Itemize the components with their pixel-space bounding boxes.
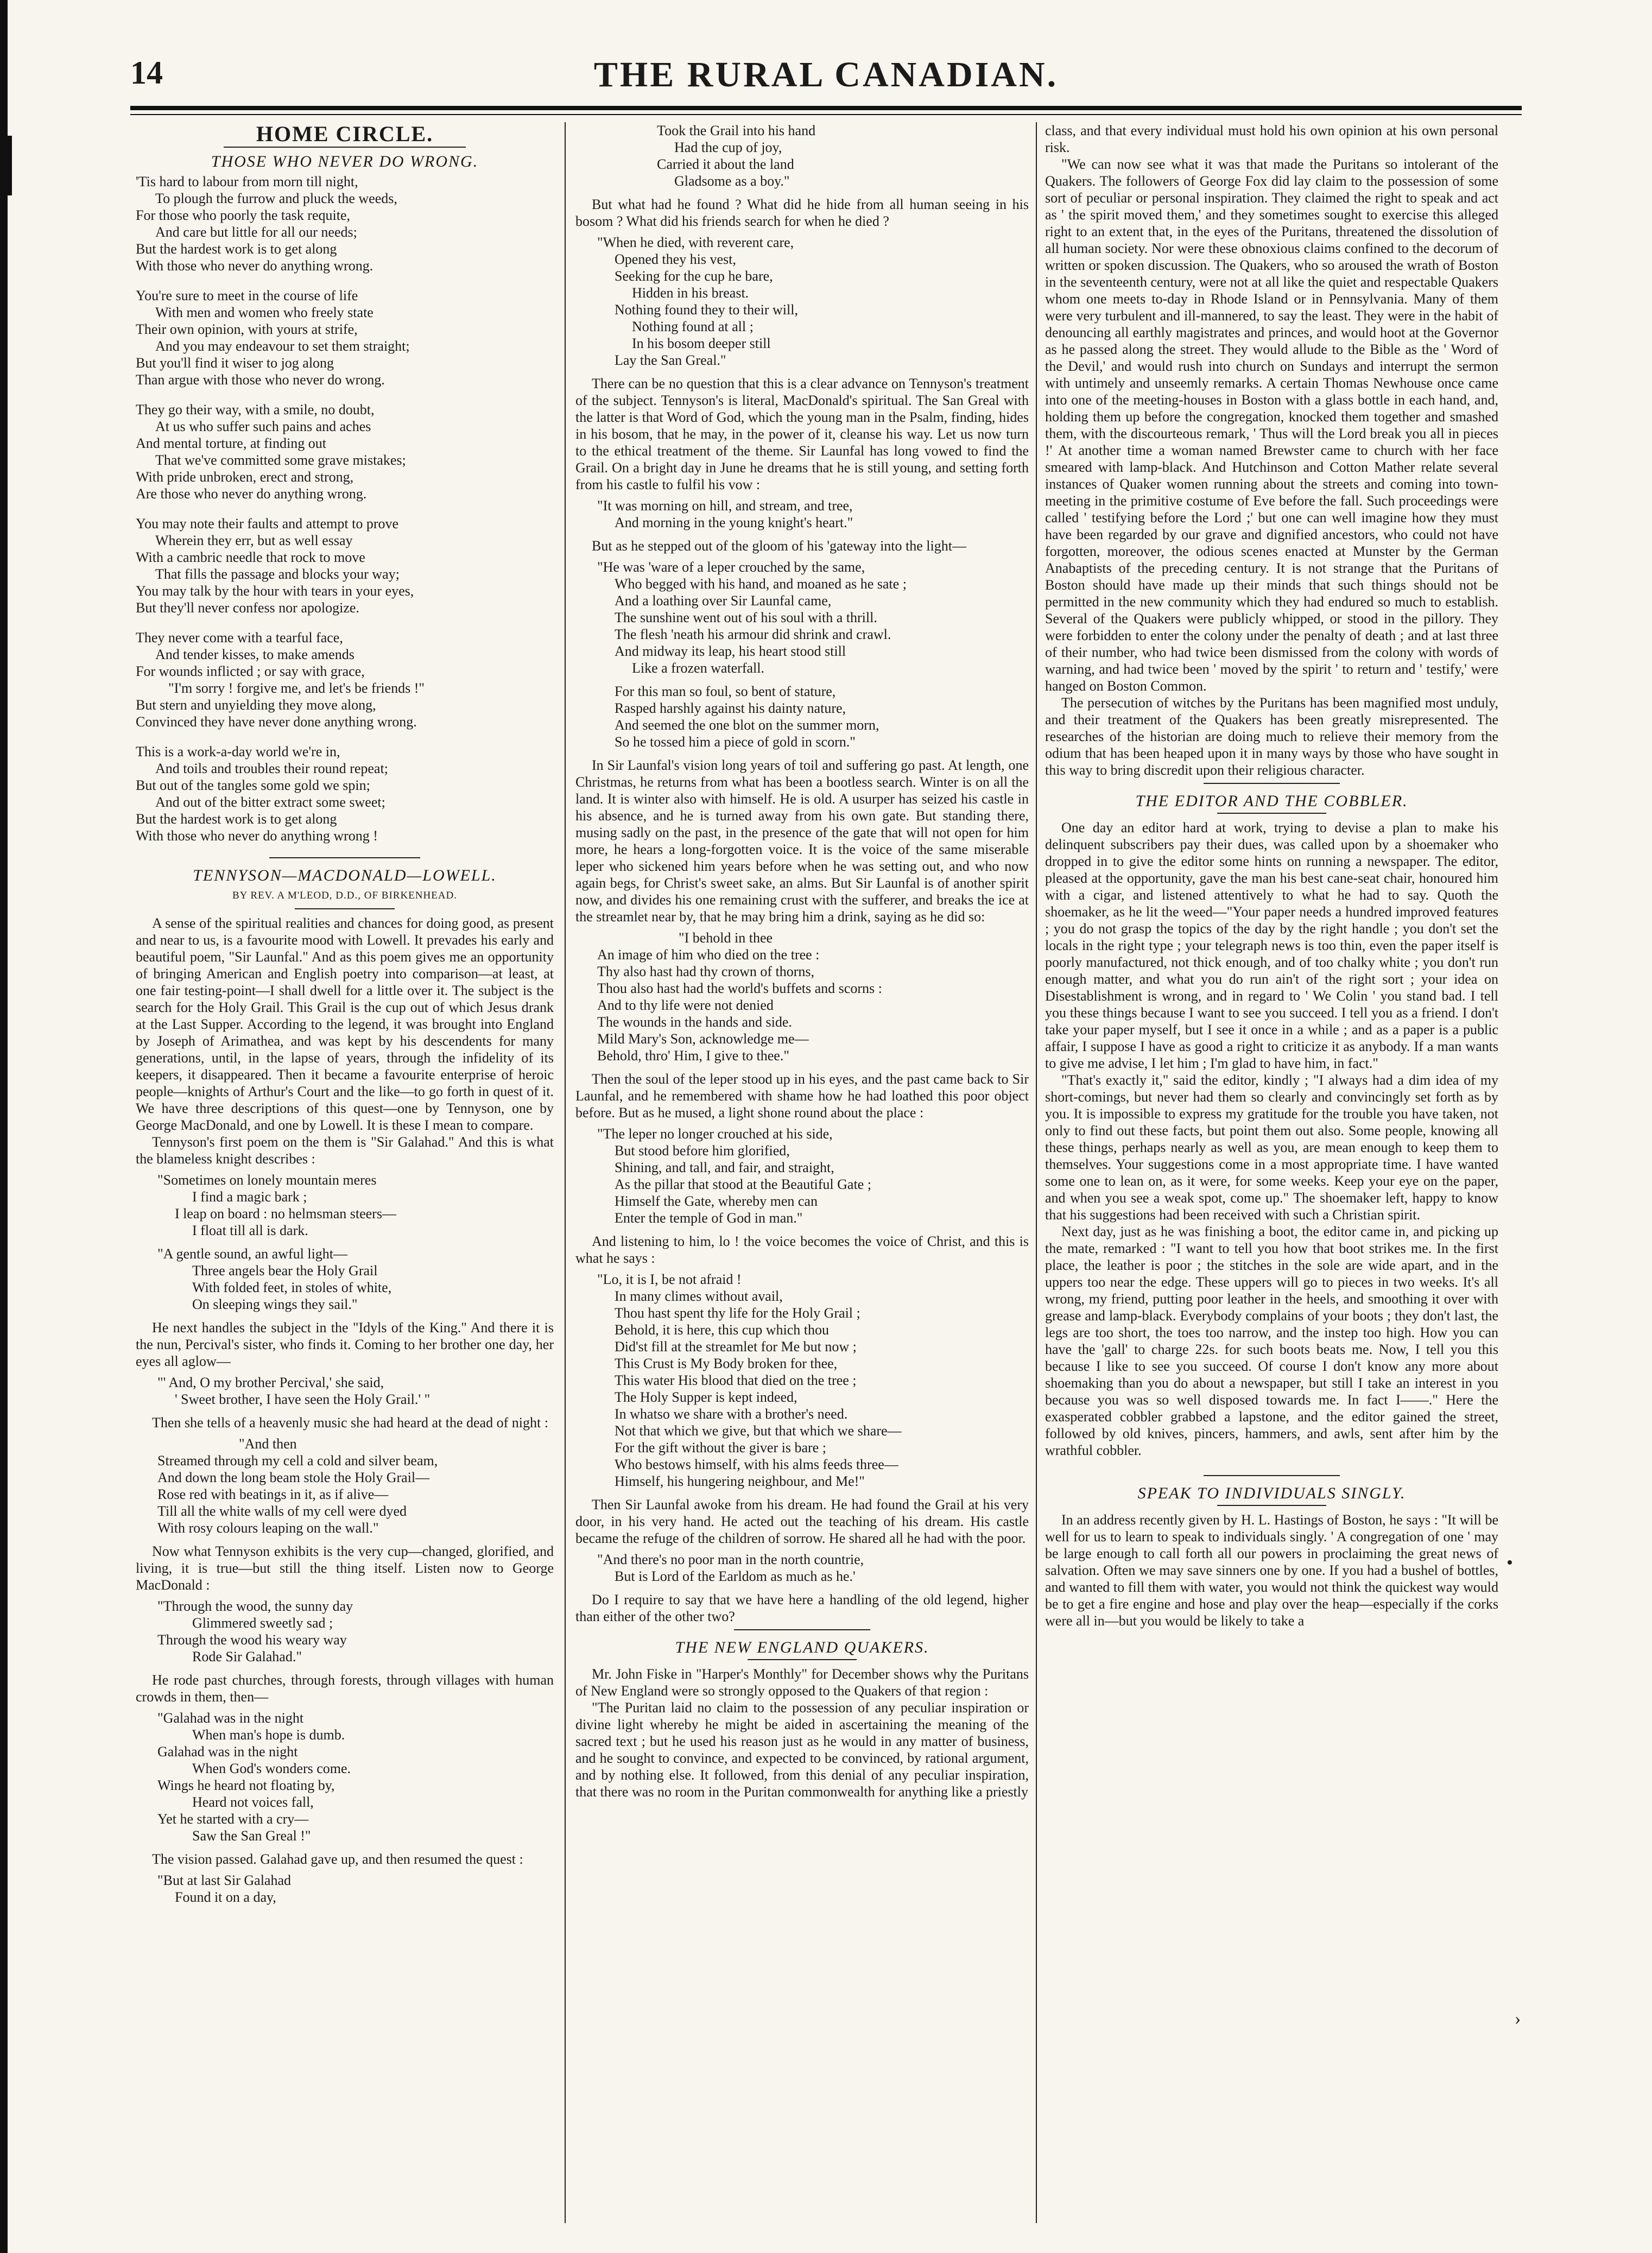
verse-line: Through the wood his weary way: [157, 1632, 347, 1648]
poem-line: 'Tis hard to labour from morn till night,: [136, 174, 358, 189]
paragraph: He rode past churches, through forests, through villages with human crowds in them, then—: [136, 1672, 554, 1705]
poem-line: With those who never do anything wrong !: [136, 828, 378, 844]
paragraph: There can be no question that this is a clear advance on Tennyson's treatment of the subject. Tennyson's is literal, MacDonald's spiritual. The San Greal with the latter is that Word of God, which the young man in the Psalm, finding, hides in his bosom, that he may, in the power of it, cleanse his way. Let us now turn to the ethical treatment of the theme. Sir Launfal has long vowed to find the Grail. On a bright day in June he dreams that he is still young, and setting forth from his castle to fulfil his vow :: [575, 376, 1029, 492]
verse-line: Heard not voices fall,: [192, 1794, 314, 1810]
verse-line: I find a magic bark ;: [192, 1189, 307, 1205]
heading-rule: [224, 147, 466, 148]
title-rule: [1217, 813, 1326, 814]
verse-line: Who begged with his hand, and moaned as he sate ;: [615, 576, 907, 592]
verse-line: As the pillar that stood at the Beautiful Gate ;: [615, 1176, 871, 1192]
verse-line: Thou also hast had the world's buffets and scorns :: [597, 980, 882, 996]
verse-line: And seemed the one blot on the summer morn,: [615, 717, 879, 733]
verse-line: With folded feet, in stoles of white,: [192, 1280, 392, 1295]
column-divider-2: [1036, 122, 1037, 2223]
poem-line: "I'm sorry ! forgive me, and let's be friends !": [168, 680, 425, 696]
verse: [597, 683, 1029, 750]
verse-line: "Through the wood, the sunny day: [157, 1598, 353, 1614]
byline: BY REV. A M'LEOD, D.D., OF BIRKENHEAD.: [232, 890, 458, 901]
verse-line: With rosy colours leaping on the wall.": [157, 1520, 379, 1536]
verse-line: An image of him who died on the tree :: [597, 947, 820, 963]
verse: [657, 122, 1029, 189]
poem-line: With a cambric needle that rock to move: [136, 549, 365, 565]
verse-line: This water His blood that died on the tree ;: [615, 1372, 857, 1388]
poem-stanza: [136, 629, 554, 730]
verse-line: And to thy life were not denied: [597, 997, 774, 1013]
verse-line: Himself, his hungering neighbour, and Me!": [615, 1473, 865, 1489]
paragraph: He next handles the subject in the "Idyls of the King." And there it is the nun, Percival's sister, who finds it. Coming to her brother one day, her eyes all aglow—: [136, 1320, 554, 1369]
verse-line: I float till all is dark.: [192, 1223, 308, 1238]
paragraph: One day an editor hard at work, trying to devise a plan to make his delinquent subscribers pay their dues, was called upon by a shoemaker who dropped in to give the editor some hints on running a newspaper. The editor, pleased at the opportunity, gave the man his best cane-seat chair, honoured him with a cigar, and listened attentively to what he had to say. Quoth the shoemaker, as he lit the weed—"Your paper needs a hundred improved features ; you do not grasp the topics of the day by the right handle ; you don't set the locals in the right type ; your telegraph news is too thin, even the paper itself is poorly manufactured, not thick enough, and of too chalky white ; you don't run enough matter, and what you do run ain't of the right sort ; your idea on Disestablishment is wrong, and in regard to ' We Colin ' you stand bad. I tell you these things because I want to see you succeed. I tell you as a friend. I don't take your paper myself, but I see it once in a while ; and as a paper is a public affair, I suppose I have as good a right to criticize it as anybody. If a man wants to give me advise, I let him ; I'm glad to have him, in fact.": [1045, 820, 1498, 1071]
paragraph: "We can now see what it was that made the Puritans so intolerant of the Quakers. The followers of George Fox did lay claim to the possession of some sort of peculiar or personal inspiration. They claimed the right to speak and act as ' the spirit moved them,' and they sometimes sought to exercise this alleged right to an extent that, in the eyes of the Puritans, threatened the dissolution of all human society. Nor were these obnoxious claims confined to the decorum of written or spoken discussion. The Quakers, who so aroused the wrath of Boston in the seventeenth century, were not at all like the quiet and respectable Quakers whom one meets to-day in Rhode Island or in Pennsylvania. Many of them were very turbulent and ill-mannered, to say the least. They were in the habit of denouncing all earthly magistrates and princes, and would hoot at the Governor as he passed along the street. They would allude to the Bible as the ' Word of the Devil,' and would rush into church on Sundays and interrupt the sermon with untimely and unseemly remarks. A certain Thomas Newhouse once came into one of the meeting-houses in Boston with a glass bottle in each hand, and, holding them up before the congregation, knocked them together and smashed them, with the discourteous remark, ' Thus will the Lord break you all in pieces !' At another time a woman named Brewster came to church with her face smeared with lamp-black. And Hutchinson and Cotton Mather relate several instances of Quaker women running about the streets and coming into town-meeting in the primitive costume of Eve before the fall. Such proceedings were called ' testifying before the Lord ;' but one can well imagine how they must have been regarded by our grave and dignified ancestors, who could not have forgotten, moreover, the odious scenes enacted at Munster by the German Anabaptists of the preceding century. It is not strange that the Puritans of Boston should have made up their minds that such things should not be permitted in the new community which they had endured so much to establish. Several of the Quakers were publicly whipped, or stood in the pillory. They were forbidden to enter the colony under the penalty of death ; and at last three of their number, who had twice been dismissed from the colony with words of warning, and had twice been ' moved by the spirit ' to return and ' testify,' were hanged on Boston Common.: [1045, 156, 1498, 694]
verse-line: Streamed through my cell a cold and silver beam,: [157, 1453, 438, 1469]
column-divider-1: [565, 122, 566, 2223]
verse-line: "It was morning on hill, and stream, and tree,: [597, 498, 853, 514]
verse-line: Thou hast spent thy life for the Holy Grail ;: [615, 1305, 860, 1321]
verse-line: Opened they his vest,: [615, 251, 736, 267]
verse-line: So he tossed him a piece of gold in scorn.": [615, 734, 856, 750]
section-rule: [269, 857, 420, 858]
page-edge-notch: [0, 136, 12, 195]
poem-line: But out of the tangles some gold we spin;: [136, 777, 370, 793]
poem-line: At us who suffer such pains and aches: [155, 419, 371, 434]
verse-line: "And then: [239, 1436, 297, 1452]
verse: [157, 1598, 554, 1665]
paragraph: Do I require to say that we have here a handling of the old legend, higher than either of the other two?: [575, 1592, 1029, 1624]
verse-line: Enter the temple of God in man.": [615, 1210, 803, 1226]
margin-mark: •: [1507, 1553, 1513, 1573]
verse-line: When God's wonders come.: [192, 1761, 351, 1776]
section-rule: [1204, 1475, 1340, 1476]
poem-line: They go their way, with a smile, no doubt,: [136, 402, 375, 417]
verse-line: Thy also hast had thy crown of thorns,: [597, 964, 815, 979]
verse: [157, 1374, 554, 1408]
verse-line: Behold, thro' Him, I give to thee.": [597, 1048, 789, 1064]
masthead-rule-thick: [130, 106, 1522, 110]
verse-line: And a loathing over Sir Launfal came,: [615, 593, 832, 609]
verse: [157, 1872, 554, 1906]
article-title: SPEAK TO INDIVIDUALS SINGLY.: [1137, 1484, 1406, 1502]
page-edge: [0, 0, 8, 2253]
verse-line: "Lo, it is I, be not afraid !: [597, 1271, 742, 1287]
poem-line: With pride unbroken, erect and strong,: [136, 469, 354, 485]
verse-line: Glimmered sweetly sad ;: [192, 1615, 333, 1631]
verse-line: "I behold in thee: [679, 930, 773, 946]
verse-line: Yet he started with a cry—: [157, 1811, 309, 1827]
poem-line: But the hardest work is to get along: [136, 241, 337, 257]
poem-line: Are those who never do anything wrong.: [136, 486, 367, 502]
poem-line: But the hardest work is to get along: [136, 811, 337, 827]
poem-line: And tender kisses, to make amends: [155, 647, 355, 662]
paragraph: In Sir Launfal's vision long years of toil and suffering go past. At length, one Christmas, he returns from what has been a bootless search. Winter is on all the land. It is winter also with himself. He is old. A usurper has seized his castle in his absence, and he is turned away from his own gate. But standing there, musing sadly on the past, in the presence of the gate that will not open for him more, he hears a long-forgotten voice. It is the voice of the same miserable leper who sickened him years before when he was setting out, and who now again begs, for Christ's sweet sake, an alms. But Sir Launfal is of another spirit now, and divides his one remaining crust with the sufferer, and breaks the ice at the streamlet near by, that he may bring him a drink, saying as he did so:: [575, 757, 1029, 925]
paragraph: Then the soul of the leper stood up in his eyes, and the past came back to Sir Launfal, and he remembered with shame how he had loathed this poor object before. But as he mused, a light shone round about the place :: [575, 1071, 1029, 1121]
poem-line: And you may endeavour to set them straight;: [155, 338, 410, 354]
poem-line: They never come with a tearful face,: [136, 630, 343, 645]
verse-line: Wings he heard not floating by,: [157, 1777, 335, 1793]
verse-line: Behold, it is here, this cup which thou: [615, 1322, 830, 1338]
verse-line: Galahad was in the night: [157, 1744, 298, 1760]
verse: [597, 1125, 1029, 1226]
verse-line: Till all the white walls of my cell were dyed: [157, 1503, 407, 1519]
verse-line: Like a frozen waterfall.: [632, 660, 764, 676]
verse-line: This Crust is My Body broken for thee,: [615, 1356, 838, 1371]
verse: [157, 1245, 554, 1313]
verse-line: And midway its leap, his heart stood still: [615, 643, 846, 659]
verse-line: But is Lord of the Earldom as much as he.': [615, 1568, 856, 1584]
verse: [597, 1271, 1029, 1490]
paragraph: But what had he found ? What did he hide from all human seeing in his bosom ? What did his friends search for when he died ?: [575, 197, 1029, 229]
poem-line: Wherein they err, but as well essay: [155, 533, 353, 548]
poem-line: With men and women who freely state: [155, 305, 374, 320]
poem-line: You may note their faults and attempt to prove: [136, 516, 399, 531]
masthead-rule-thin: [130, 114, 1522, 115]
paragraph: Then Sir Launfal awoke from his dream. He had found the Grail at his very door, in his very hand. He acted out the teaching of his dream. His castle became the refuge of the children of sorrow. He shared all he had with the poor.: [575, 1497, 1029, 1546]
verse-line: And morning in the young knight's heart.": [615, 515, 853, 530]
verse-line: Seeking for the cup he bare,: [615, 268, 773, 284]
verse-line: For the gift without the giver is bare ;: [615, 1440, 826, 1455]
article-title: TENNYSON—MACDONALD—LOWELL.: [193, 866, 497, 884]
verse-line: Nothing found they to their will,: [615, 302, 798, 318]
verse: [597, 559, 1029, 676]
verse-line: In whatso we share with a brother's need.: [615, 1406, 848, 1422]
department-heading: HOME CIRCLE.: [256, 122, 434, 146]
section-rule: [734, 1629, 870, 1630]
verse-line: "The leper no longer crouched at his side,: [597, 1126, 833, 1142]
column-1: [136, 122, 554, 2223]
poem-stanza: [136, 401, 554, 502]
verse-line: But stood before him glorified,: [615, 1143, 790, 1159]
verse-line: "He was 'ware of a leper crouched by the same,: [597, 559, 865, 575]
poem-line: And out of the bitter extract some sweet;: [155, 794, 385, 810]
poem-line: You're sure to meet in the course of life: [136, 288, 358, 303]
column-2: [575, 122, 1029, 2223]
poem-line: Their own opinion, with yours at strife,: [136, 321, 358, 337]
poem-line: Convinced they have never done anything wrong.: [136, 714, 417, 730]
verse-line: "Galahad was in the night: [157, 1710, 304, 1726]
verse: [597, 929, 1029, 1064]
poem-stanza: [136, 173, 554, 274]
poem-line: For those who poorly the task requite,: [136, 207, 350, 223]
verse-line: Carried it about the land: [657, 156, 794, 172]
verse-line: Rose red with beatings in it, as if alive—: [157, 1486, 389, 1502]
verse-line: ' Sweet brother, I have seen the Holy Grail.' ": [175, 1391, 431, 1407]
title-rule: [1217, 1505, 1326, 1506]
verse-line: I leap on board : no helmsman steers—: [175, 1206, 396, 1222]
poem-line: But they'll never confess nor apologize.: [136, 600, 359, 616]
verse-line: Gladsome as a boy.": [674, 173, 790, 189]
poem-line: Than argue with those who never do wrong.: [136, 372, 385, 388]
verse-line: The flesh 'neath his armour did shrink and crawl.: [615, 626, 891, 642]
verse-line: Nothing found at all ;: [632, 319, 754, 334]
masthead: [130, 54, 1522, 103]
verse-line: "And there's no poor man in the north countrie,: [597, 1552, 864, 1567]
verse-line: In his bosom deeper still: [632, 336, 771, 351]
verse-line: Took the Grail into his hand: [657, 123, 816, 138]
verse-line: "A gentle sound, an awful light—: [157, 1246, 348, 1262]
verse-line: "' And, O my brother Percival,' she said,: [157, 1375, 384, 1390]
poem-line: With those who never do anything wrong.: [136, 258, 374, 274]
column-3: [1045, 122, 1498, 2223]
verse: [157, 1710, 554, 1844]
verse-line: For this man so foul, so bent of stature,: [615, 684, 836, 699]
poem-line: You may talk by the hour with tears in your eyes,: [136, 583, 414, 599]
page-number: 14: [130, 55, 163, 91]
running-title: THE RURAL CANADIAN.: [593, 55, 1059, 94]
verse-line: Himself the Gate, whereby men can: [615, 1193, 818, 1209]
verse-line: In many climes without avail,: [615, 1288, 783, 1304]
poem-line: To plough the furrow and pluck the weeds,: [155, 191, 397, 206]
verse-line: Hidden in his breast.: [632, 285, 749, 301]
verse-line: Mild Mary's Son, acknowledge me—: [597, 1031, 809, 1047]
paragraph: Now what Tennyson exhibits is the very cup—changed, glorified, and living, it is true—but still the thing itself. Listen now to George MacDonald :: [136, 1543, 554, 1593]
paragraph: Next day, just as he was finishing a boot, the editor came in, and picking up the mate, remarked : "I want to tell you how that boot strikes me. In the first place, the leather is poor ; the stitches in the sole are wide apart, and in the uppers too near the edge. These uppers will go to pieces in two weeks. It's all wrong, my friend, putting poor leather in the heels, and smoothing it over with grease and lamp-black. Everybody complains of your boots ; they don't last, the legs are too short, the toes too narrow, and the instep too high. How you can have the 'gall' to charge 22s. for such boots beats me. Now, I tell you this because I like to see you succeed. Of course I don't know any more about shoemaking than you do about a newspaper, but still I take an interest in you because you was so well disposed towards me. In fact I——." Here the exasperated cobbler grabbed a lapstone, and the editor gained the street, followed by old knives, pincers, hammers, and awls, sent after him by the wrathful cobbler.: [1045, 1224, 1498, 1458]
verse-line: Not that which we give, but that which we share—: [615, 1423, 902, 1439]
verse: [157, 1172, 554, 1239]
poem-title: THOSE WHO NEVER DO WRONG.: [211, 153, 479, 170]
paragraph: A sense of the spiritual realities and chances for doing good, as present and near to us, is a favourite mood with Lowell. It prevades his early and beautiful poem, "Sir Launfal." And as this poem gives me an opportunity of bringing American and English poetry into comparison—at least, at one fair testing-point—I shall dwell for a little over it. The subject is the search for the Holy Grail. This Grail is the cup out of which Jesus drank at the Last Supper. According to the legend, it was brought into England by Joseph of Arimathea, and was kept by his descendents for many generations, until, in the lapse of years, through the infidelity of its keepers, it disappeared. Then it became a favourite enterprise of heroic people—knights of Arthur's Court and the like—to go forth in quest of it. We have three descriptions of this quest—one by Tennyson, one by George MacDonald, and one by Lowell. It is these I mean to compare.: [136, 915, 554, 1133]
verse-line: The Holy Supper is kept indeed,: [615, 1389, 797, 1405]
article-title: THE NEW ENGLAND QUAKERS.: [675, 1638, 929, 1656]
title-rule: [748, 1659, 856, 1660]
paragraph: Mr. John Fiske in "Harper's Monthly" for December shows why the Puritans of New England were so strongly opposed to the Quakers of that region :: [575, 1666, 1029, 1699]
verse-line: Had the cup of joy,: [674, 140, 782, 155]
margin-mark: ›: [1515, 2009, 1521, 2029]
poem-stanza: [136, 743, 554, 844]
paragraph: Then she tells of a heavenly music she had heard at the dead of night :: [152, 1415, 548, 1431]
poem-line: This is a work-a-day world we're in,: [136, 744, 340, 760]
verse-line: "But at last Sir Galahad: [157, 1872, 292, 1888]
verse-line: Rode Sir Galahad.": [192, 1649, 302, 1665]
verse-line: Lay the San Greal.": [615, 352, 726, 368]
poem-line: That we've committed some grave mistakes;: [155, 452, 406, 468]
verse-line: On sleeping wings they sail.": [192, 1296, 358, 1312]
poem-line: That fills the passage and blocks your way;: [155, 566, 400, 582]
paragraph: Tennyson's first poem on the them is "Sir Galahad." And this is what the blameless knight describes :: [136, 1134, 554, 1167]
poem-stanza: [136, 287, 554, 388]
verse-line: Rasped harshly against his dainty nature,: [615, 700, 846, 716]
poem-stanza: [136, 515, 554, 616]
verse: [597, 234, 1029, 369]
paragraph: In an address recently given by H. L. Hastings of Boston, he says : "It will be well for us to learn to speak to individuals singly. ' A congregation of one ' may be large enough to call forth all our powers in proclaiming the great news of salvation. Often we may save sinners one by one. If you had a bushel of bottles, and wanted to fill them with water, you would not think the quickest way would be to get a fire engine and hose and play over the heap—especially if the corks were all in—but you would be likely to take a: [1045, 1512, 1498, 1629]
verse-line: "Sometimes on lonely mountain meres: [157, 1172, 377, 1188]
paragraph: "The Puritan laid no claim to the possession of any peculiar inspiration or divine light whereby he might be aided in ascertaining the meaning of the sacred text ; but he used his reason just as he would in any matter of business, and he sought to convince, and expected to be convinced, by rational argument, and by nothing else. It followed, from this denial of any peculiar inspiration, that there was no room in the Puritan commonwealth for anything like a priestly: [575, 1700, 1029, 1800]
verse-line: The wounds in the hands and side.: [597, 1014, 792, 1030]
verse: [597, 497, 1029, 531]
poem-line: For wounds inflicted ; or say with grace,: [136, 663, 365, 679]
verse-line: When man's hope is dumb.: [192, 1727, 345, 1743]
paragraph: But as he stepped out of the gloom of his 'gateway into the light—: [592, 538, 966, 554]
paragraph: The persecution of witches by the Puritans has been magnified most unduly, and their treatment of the Quakers has been greatly misrepresented. The researches of the historian are doing much to relieve their memory from the odium that has been heaped upon it in many ways by those who have sought in this way to bring discredit upon their religious character.: [1045, 695, 1498, 778]
verse: [157, 1435, 554, 1536]
paragraph: "That's exactly it," said the editor, kindly ; "I always had a dim idea of my short-comings, but never had them so clearly and convincingly set forth as by you. It is impossible to express my gratitude for the trouble you have taken, not only to find out these facts, but point them out also. Some people, knowing all these things, perhaps nearly as well as you, are mean enough to keep them to themselves. Your suggestions come in a most appropriate time. I have wanted some one to lean on, as it were, for some weeks. Keep your eye on the paper, and when you see a weak spot, come up." The shoemaker left, happy to know that his suggestions had been received with such a Christian spirit.: [1045, 1072, 1498, 1223]
verse-line: Shining, and tall, and fair, and straight,: [615, 1160, 834, 1175]
verse-line: Three angels bear the Holy Grail: [192, 1263, 378, 1279]
article-title: THE EDITOR AND THE COBBLER.: [1135, 792, 1408, 810]
poem-line: And care but little for all our needs;: [155, 224, 357, 240]
byline-rule: [295, 908, 395, 909]
verse-line: Found it on a day,: [175, 1889, 276, 1905]
verse-line: The sunshine went out of his soul with a thrill.: [615, 610, 877, 625]
poem-line: And mental torture, at finding out: [136, 435, 326, 451]
poem-line: But stern and unyielding they move along,: [136, 697, 376, 713]
section-rule: [1204, 783, 1340, 784]
paragraph: class, and that every individual must hold his own opinion at his own personal risk.: [1045, 123, 1498, 155]
verse-line: Saw the San Greal !": [192, 1828, 311, 1844]
poem-line: But you'll find it wiser to jog along: [136, 355, 334, 371]
verse-line: Did'st fill at the streamlet for Me but now ;: [615, 1339, 857, 1355]
verse-line: "When he died, with reverent care,: [597, 235, 794, 250]
poem-line: And toils and troubles their round repeat;: [155, 761, 388, 776]
verse-line: And down the long beam stole the Holy Grail—: [157, 1470, 430, 1485]
paragraph: And listening to him, lo ! the voice becomes the voice of Christ, and this is what he says :: [575, 1233, 1029, 1266]
verse-line: Who bestows himself, with his alms feeds three—: [615, 1457, 898, 1472]
poem-body: [136, 173, 554, 844]
verse: [597, 1551, 1029, 1585]
paragraph: The vision passed. Galahad gave up, and then resumed the quest :: [152, 1851, 523, 1867]
